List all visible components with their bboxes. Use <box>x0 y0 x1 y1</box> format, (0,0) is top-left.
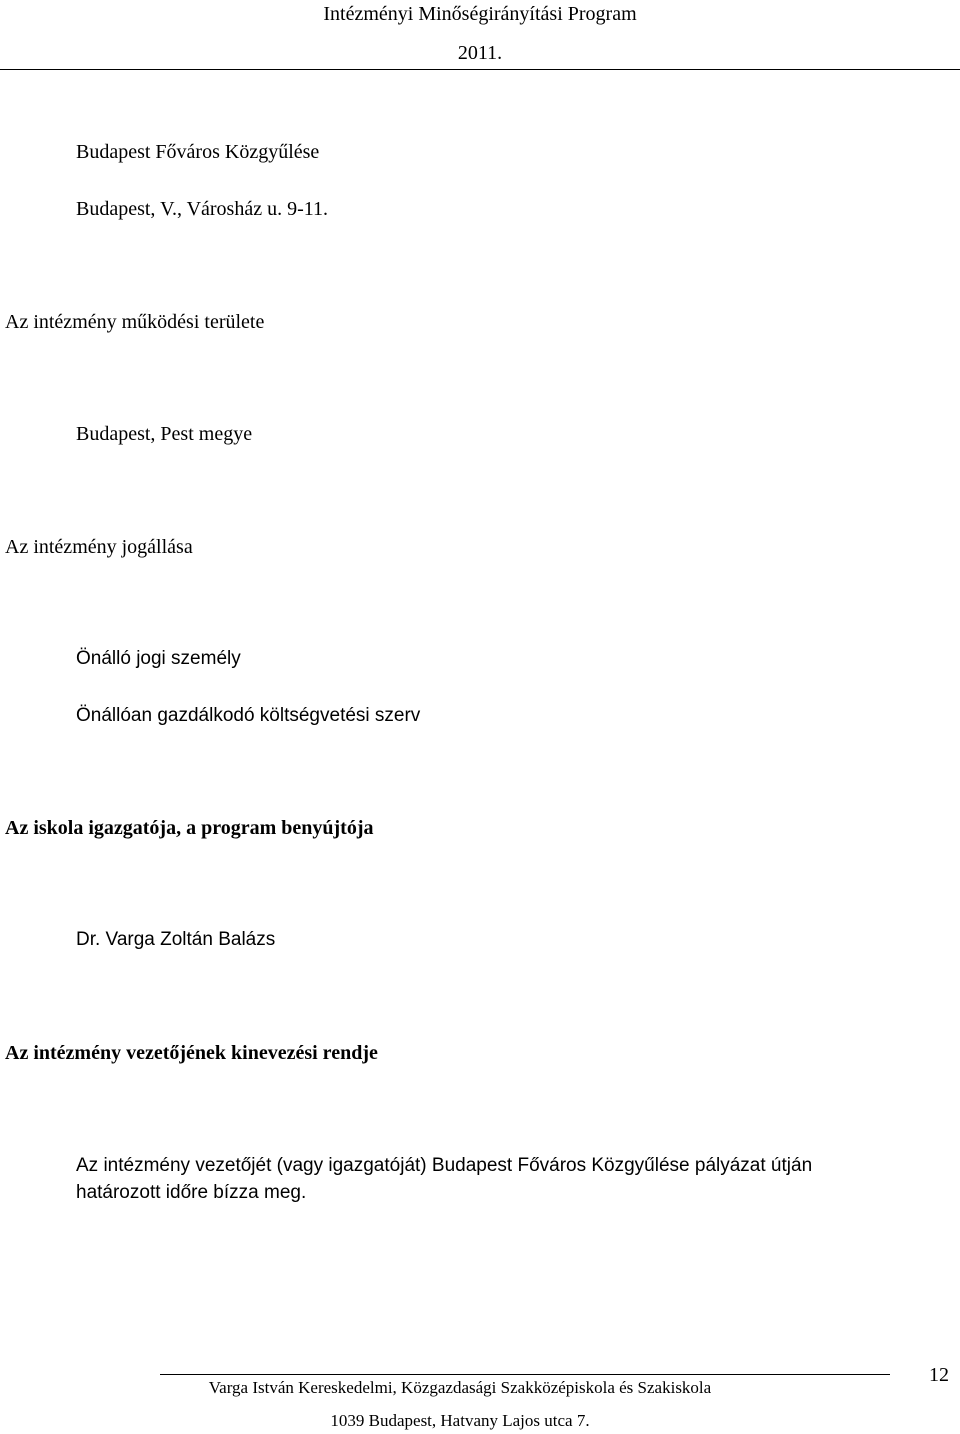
page-header <box>0 0 960 70</box>
director-heading: Az iskola igazgatója, a program benyújtója <box>5 817 374 839</box>
founder-name: Budapest Főváros Közgyűlése <box>76 141 320 163</box>
header-title: Intézményi Minőségirányítási Program <box>323 3 637 25</box>
legal-status-heading: Az intézmény jogállása <box>5 536 193 558</box>
footer-school-name: Varga István Kereskedelmi, Közgazdasági Szakközépiskola és Szakiskola <box>208 1378 712 1397</box>
header-year: 2011. <box>457 42 503 64</box>
appointment-text-line-1: Az intézmény vezetőjét (vagy igazgatóját) Budapest Főváros Közgyűlése pályázat útján <box>76 1155 813 1176</box>
legal-status-line-1: Önálló jogi személy <box>76 648 241 669</box>
appointment-text-line-2: határozott időre bízza meg. <box>76 1182 307 1203</box>
founder-address: Budapest, V., Városház u. 9-11. <box>76 198 329 220</box>
appointment-heading: Az intézmény vezetőjének kinevezési rendje <box>5 1042 378 1064</box>
operating-area-heading: Az intézmény működési területe <box>5 311 265 333</box>
director-name: Dr. Varga Zoltán Balázs <box>76 929 276 950</box>
operating-area-value: Budapest, Pest megye <box>76 423 253 445</box>
legal-status-line-2: Önállóan gazdálkodó költségvetési szerv <box>76 705 421 726</box>
footer-divider <box>160 1374 890 1375</box>
page-number: 12 <box>929 1364 949 1386</box>
footer-address: 1039 Budapest, Hatvany Lajos utca 7. <box>330 1411 590 1430</box>
